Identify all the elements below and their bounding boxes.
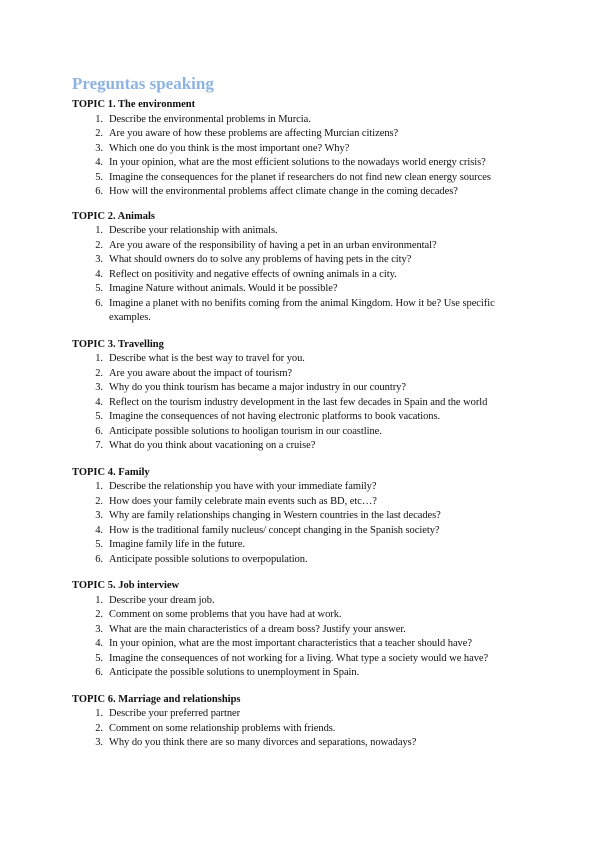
question-text: In your opinion, what are the most efficient solutions to the nowadays world energy crisis? [109, 157, 486, 168]
list-item: 1. Describe what is the best way to travel for you. [95, 353, 305, 364]
question-text: What do you think about vacationing on a cruise? [109, 440, 316, 451]
list-item: 4. Reflect on positivity and negative effects of owning animals in a city. [95, 268, 397, 280]
question-list [72, 707, 528, 751]
question-text: What are the main characteristics of a dream boss? Justify your answer. [109, 623, 406, 635]
list-item: 5. Imagine the consequences for the planet if researchers do not find new clean energy sources [95, 171, 491, 183]
question-list [72, 113, 528, 200]
question-text: Imagine family life in the future. [109, 539, 245, 550]
question-text: Imagine the consequences of not having electronic platforms to book vacations. [109, 411, 441, 422]
question-text: Why do you think there are so many divorces and separations, nowadays? [109, 737, 417, 748]
list-item: 1. Describe your dream job. [95, 594, 215, 606]
question-text: Imagine Nature without animals. Would it be possible? [109, 283, 338, 294]
list-item: 2. Are you aware of how these problems are affecting Murcian citizens? [95, 128, 399, 139]
question-text: What should owners do to solve any problems of having pets in the city? [109, 254, 412, 265]
topic-heading: TOPIC 1. The environment [72, 99, 196, 110]
list-item: 2. Comment on some relationship problems with friends. [95, 722, 336, 734]
question-text: Are you aware of the responsibility of having a pet in an urban environmental? [109, 239, 437, 251]
topic-section-animals [72, 210, 528, 326]
list-item: 5. Imagine the consequences of not having electronic platforms to book vacations. [95, 411, 441, 422]
topic-section-job-interview [72, 579, 528, 681]
question-text: Anticipate the possible solutions to unemployment in Spain. [109, 667, 360, 678]
question-text: Describe your dream job. [109, 594, 215, 606]
list-item: 1. Describe the environmental problems in Murcia. [95, 113, 311, 125]
question-text: Imagine a planet with no benifits coming from the animal Kingdom. How it be? Use specific examples. [109, 297, 495, 323]
question-text: Why do you think tourism has became a major industry in our country? [109, 382, 406, 393]
list-item: 3. Why do you think tourism has became a major industry in our country? [95, 382, 406, 393]
question-list [72, 594, 528, 681]
question-text: Which one do you think is the most important one? Why? [109, 142, 350, 154]
topic-section-travelling [72, 338, 528, 454]
question-text: How does your family celebrate main events such as BD, etc…? [109, 495, 377, 507]
question-text: Reflect on positivity and negative effects of owning animals in a city. [109, 268, 397, 280]
question-text: Describe your relationship with animals. [109, 225, 278, 236]
list-item: 6. How will the environmental problems affect climate change in the coming decades? [95, 186, 458, 197]
question-text: Describe your preferred partner [109, 708, 241, 719]
list-item: 3. What are the main characteristics of a dream boss? Justify your answer. [95, 623, 406, 635]
list-item: 3. Which one do you think is the most important one? Why? [95, 142, 350, 154]
page-title: Preguntas speaking [72, 74, 214, 93]
list-item: 5. Imagine Nature without animals. Would it be possible? [95, 283, 338, 294]
question-text: How is the traditional family nucleus/ concept changing in the Spanish society? [109, 524, 440, 536]
list-item: 1. Describe your preferred partner [95, 708, 241, 719]
list-item: 3. Why do you think there are so many divorces and separations, nowadays? [95, 737, 417, 748]
list-item: 5. Imagine family life in the future. [95, 539, 245, 550]
list-item: 4. In your opinion, what are the most important characteristics that a teacher should have? [95, 638, 472, 649]
topic-heading: TOPIC 2. Animals [72, 210, 155, 222]
list-item: 4. In your opinion, what are the most efficient solutions to the nowadays world energy crisis? [95, 157, 486, 168]
topic-section-environment [72, 98, 528, 200]
list-item: 3. Why are family relationships changing in Western countries in the last decades? [95, 510, 441, 521]
list-item: 1. Describe your relationship with animals. [95, 225, 278, 236]
list-item: 2. How does your family celebrate main events such as BD, etc…? [95, 495, 377, 507]
question-list [72, 224, 528, 326]
question-text: Comment on some relationship problems with friends. [109, 722, 336, 734]
topic-heading: TOPIC 5. Job interview [72, 580, 180, 591]
list-item: 4. Reflect on the tourism industry development in the last few decades in Spain and the world [95, 396, 488, 408]
question-text: Imagine the consequences for the planet if researchers do not find new clean energy sources [109, 171, 491, 183]
question-text: Describe the environmental problems in Murcia. [109, 113, 311, 125]
topic-heading: TOPIC 4. Family [72, 466, 150, 478]
list-item: 5. Imagine the consequences of not working for a living. What type a society would we have? [95, 652, 489, 664]
question-text: Comment on some problems that you have had at work. [109, 609, 342, 620]
list-item: 2. Comment on some problems that you have had at work. [95, 609, 342, 620]
topic-heading: TOPIC 6. Marriage and relationships [72, 693, 241, 705]
question-text: Are you aware of how these problems are affecting Murcian citizens? [109, 128, 399, 139]
question-text: Why are family relationships changing in Western countries in the last decades? [109, 510, 441, 521]
topic-heading: TOPIC 3. Travelling [72, 338, 164, 350]
list-item: 3. What should owners do to solve any problems of having pets in the city? [95, 254, 412, 265]
question-text: In your opinion, what are the most important characteristics that a teacher should have? [109, 638, 472, 649]
question-text: Imagine the consequences of not working for a living. What type a society would we have? [109, 652, 489, 664]
list-item: 6. Anticipate possible solutions to hooligan tourism in our coastline. [95, 425, 382, 437]
question-text: Are you aware about the impact of tourism? [109, 367, 293, 379]
list-item: 6. Anticipate possible solutions to overpopulation. [95, 553, 308, 565]
question-text: Anticipate possible solutions to overpopulation. [109, 553, 308, 565]
list-item: 7. What do you think about vacationing on a cruise? [95, 440, 316, 451]
document-page [72, 73, 528, 763]
list-item: 4. How is the traditional family nucleus/ concept changing in the Spanish society? [95, 524, 440, 536]
list-item: 6. Anticipate the possible solutions to unemployment in Spain. [95, 667, 360, 678]
question-text: Anticipate possible solutions to hooligan tourism in our coastline. [109, 425, 382, 437]
list-item: 2. Are you aware about the impact of tourism? [95, 367, 293, 379]
topic-section-marriage [72, 693, 528, 751]
question-list [72, 352, 528, 454]
question-list [72, 480, 528, 567]
topic-section-family [72, 466, 528, 568]
question-text: Reflect on the tourism industry development in the last few decades in Spain and the world [109, 396, 488, 408]
question-text: Describe the relationship you have with your immediate family? [109, 481, 377, 492]
question-text: Describe what is the best way to travel for you. [109, 353, 305, 364]
list-item: 1. Describe the relationship you have with your immediate family? [95, 481, 377, 492]
question-text: How will the environmental problems affect climate change in the coming decades? [109, 186, 458, 197]
list-item: 2. Are you aware of the responsibility of having a pet in an urban environmental? [95, 239, 437, 251]
list-item: 6. Imagine a planet with no benifits coming from the animal Kingdom. How it be? Use specific examples. [95, 297, 495, 323]
